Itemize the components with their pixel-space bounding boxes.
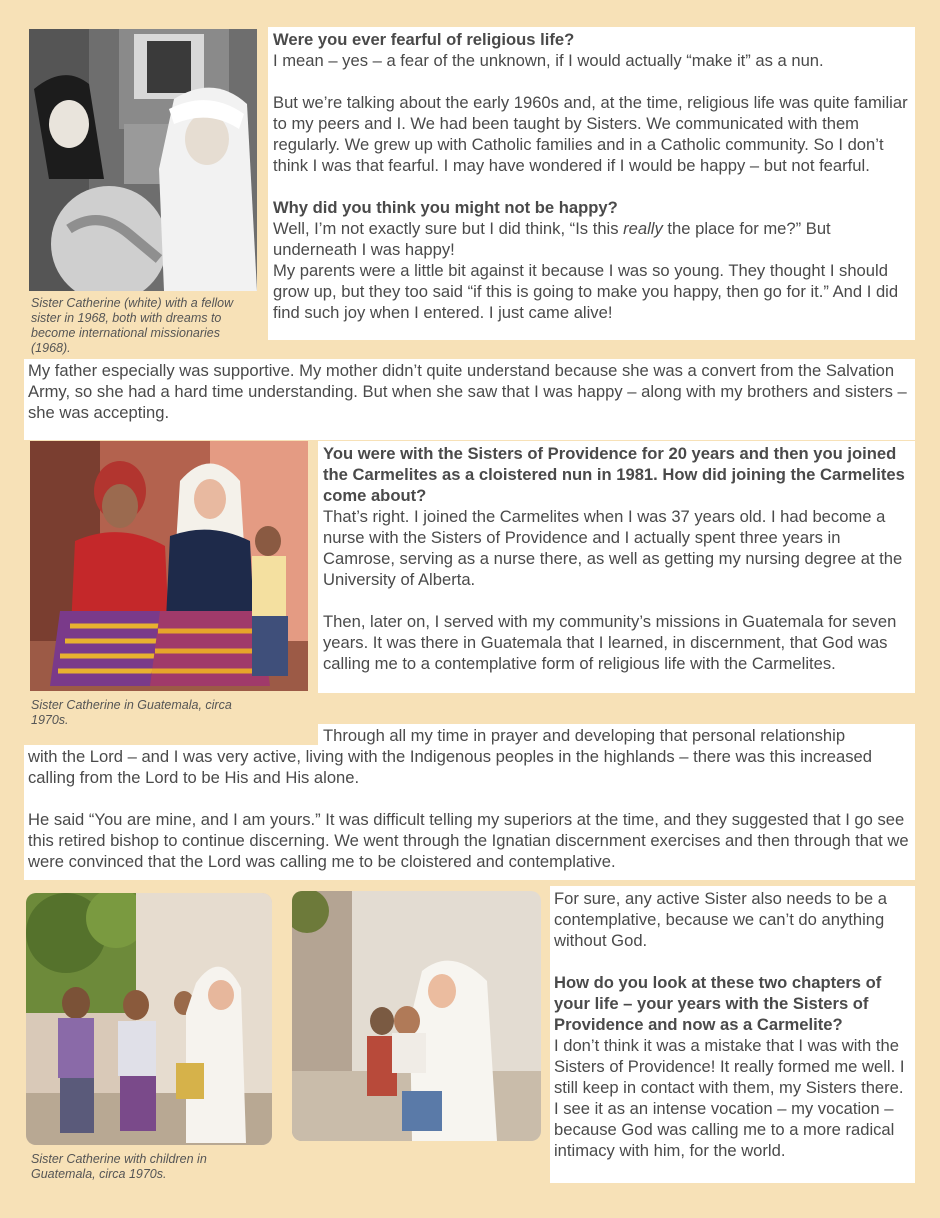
article-section-2 bbox=[28, 360, 914, 423]
answer-not-happy: Well, I’m not exactly sure but I did think, “Is this really the place for me?” But underneath I was happy! bbox=[273, 219, 831, 259]
paragraph-guatemala-missions: Then, later on, I served with my community’s missions in Guatemala for seven years. It was there in Guatemala that I learned, in discernment, that God was calling me to a contemplative form of religious life with the Carmelites. bbox=[323, 612, 897, 673]
article-section-5 bbox=[554, 888, 912, 1161]
question-not-happy: Why did you think you might not be happy? bbox=[273, 198, 618, 217]
answer-fearful: I mean – yes – a fear of the unknown, if I would actually “make it” as a nun. bbox=[273, 51, 824, 70]
caption-photo-2: Sister Catherine in Guatemala, circa 1970s. bbox=[31, 698, 232, 727]
photo-baby-sister bbox=[292, 891, 541, 1141]
question-two-chapters: How do you look at these two chapters of your life – your years with the Sisters of Providence and now as a Carmelite? bbox=[554, 973, 882, 1034]
question-carmelites: You were with the Sisters of Providence for 20 years and then you joined the Carmelites as a cloistered nun in 1981. How did joining the Carmelites come about? bbox=[323, 444, 905, 505]
article-section-4 bbox=[28, 746, 914, 872]
paragraph-parents: My parents were a little bit against it because I was so young. They thought I should grow up, but they too said “if this is going to make you happy, then go for it.” And I did find such joy when I entered. I just came alive! bbox=[273, 261, 899, 322]
article-section-1 bbox=[273, 29, 913, 323]
article-section-3 bbox=[323, 443, 913, 674]
caption-photo-1: Sister Catherine (white) with a fellow sister in 1968, both with dreams to become international missionaries (1968). bbox=[31, 296, 234, 355]
question-fearful: Were you ever fearful of religious life? bbox=[273, 30, 575, 49]
photo-sisters-globe bbox=[29, 29, 257, 291]
article-section-4-first-line: Through all my time in prayer and developing that personal relationship bbox=[323, 726, 846, 745]
paragraph-father: My father especially was supportive. My mother didn’t quite understand because she was a convert from the Salvation Army, so she had a hard time understanding. But when she saw that I was happy – along with my brothers and sisters – she was accepting. bbox=[28, 361, 907, 422]
paragraph-you-are-mine: He said “You are mine, and I am yours.” It was difficult telling my superiors at the time, and they suggested that I go see this retired bishop to continue discerning. We went through the Ignatian discernment exercises and then through that we were convinced that the Lord was calling me to be cloistered and contemplative. bbox=[28, 810, 909, 871]
answer-two-chapters: I don’t think it was a mistake that I was with the Sisters of Providence! It really formed me well. I still keep in contact with them, my Sisters there. I see it as an intense vocation – my vocation – because God was calling me to a more radical intimacy with him, for the world. bbox=[554, 1036, 905, 1160]
answer-carmelites: That’s right. I joined the Carmelites when I was 37 years old. I had become a nurse with the Sisters of Providence and I actually spent three years in Camrose, serving as a nurse there, as well as getting my nursing degree at the University of Alberta. bbox=[323, 507, 903, 589]
paragraph-early-1960s: But we’re talking about the early 1960s and, at the time, religious life was quite familiar to my peers and I. We had been taught by Sisters. We communicated with them regularly. We grew up with Catholic families and in a Catholic community. So I don’t think I was that fearful. I may have wondered if I would be happy – but not fearful. bbox=[273, 93, 908, 175]
photo-children-group bbox=[26, 893, 272, 1145]
photo-guatemala-family bbox=[30, 441, 308, 691]
paragraph-active-sister: For sure, any active Sister also needs to be a contemplative, because we can’t do anything without God. bbox=[554, 889, 887, 950]
paragraph-prayer-rest: with the Lord – and I was very active, living with the Indigenous peoples in the highlands – there was this increased calling from the Lord to be His and His alone. bbox=[28, 747, 873, 787]
caption-photo-3: Sister Catherine with children in Guatemala, circa 1970s. bbox=[31, 1152, 207, 1181]
